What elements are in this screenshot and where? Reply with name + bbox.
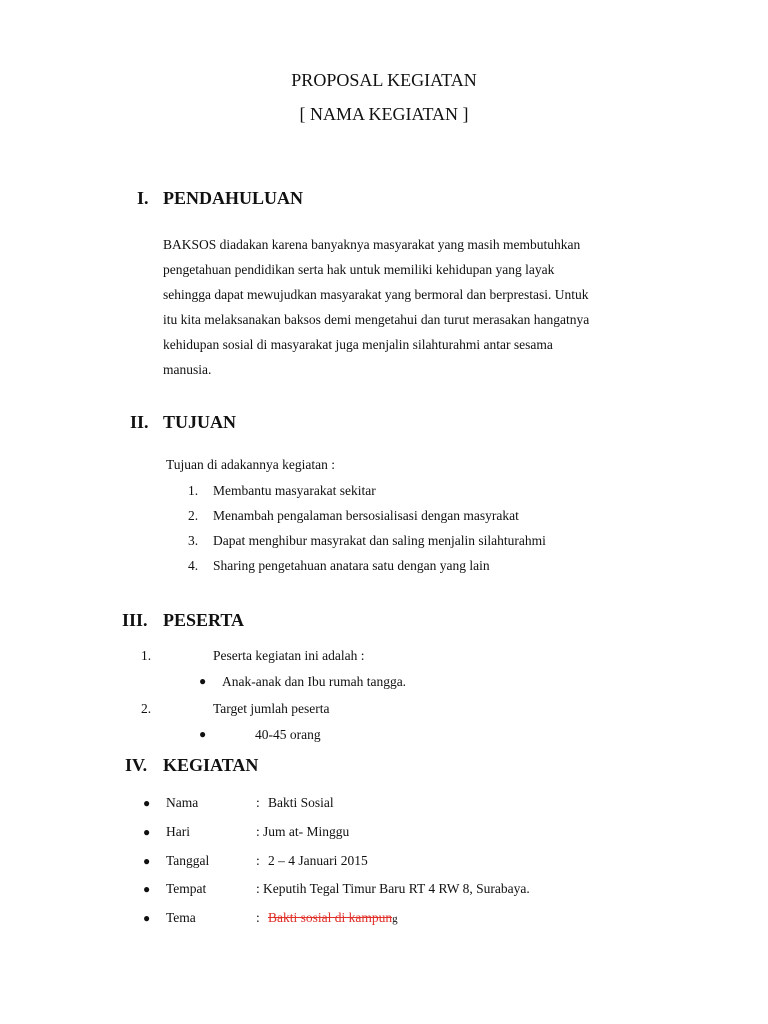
kegiatan-label: Nama xyxy=(166,795,199,810)
paragraph-line: pengetahuan pendidikan serta hak untuk memiliki kehidupan yang layak xyxy=(163,262,555,277)
tujuan-item-number: 2. xyxy=(188,508,199,523)
struck-text: Bakti sosial di kampun xyxy=(268,910,393,925)
kegiatan-value: Jum at- Minggu xyxy=(263,824,350,839)
tujuan-item: Dapat menghibur masyrakat dan saling menjalin silahturahmi xyxy=(213,533,546,548)
bullet-icon: ● xyxy=(143,796,151,810)
bullet-icon: ● xyxy=(199,674,207,688)
tujuan-item-number: 1. xyxy=(188,483,199,498)
paragraph-line: manusia. xyxy=(163,362,212,377)
paragraph-line: itu kita melaksanakan baksos demi mengetahui dan turut merasakan hangatnya xyxy=(163,312,590,327)
section-3-title: PESERTA xyxy=(163,610,245,630)
peserta-item: Target jumlah peserta xyxy=(213,701,330,716)
kegiatan-separator: : xyxy=(256,853,260,868)
section-4-title: KEGIATAN xyxy=(163,755,259,775)
bullet-icon: ● xyxy=(143,882,151,896)
kegiatan-separator: : xyxy=(256,824,260,839)
kegiatan-separator: : xyxy=(256,795,260,810)
section-3-number: III. xyxy=(122,610,148,630)
kegiatan-value: Keputih Tegal Timur Baru RT 4 RW 8, Surabaya. xyxy=(263,881,530,896)
bullet-icon: ● xyxy=(143,854,151,868)
tujuan-item-number: 3. xyxy=(188,533,199,548)
paragraph-line: BAKSOS diadakan karena banyaknya masyarakat yang masih membutuhkan xyxy=(163,237,581,252)
peserta-subitem: 40-45 orang xyxy=(255,727,321,742)
kegiatan-separator: : xyxy=(256,910,260,925)
kegiatan-value-tema xyxy=(268,910,398,926)
kegiatan-value: Bakti Sosial xyxy=(268,795,334,810)
tujuan-item: Sharing pengetahuan anatara satu dengan yang lain xyxy=(213,558,490,573)
kegiatan-label: Tanggal xyxy=(166,853,210,868)
peserta-item: Peserta kegiatan ini adalah : xyxy=(213,648,365,663)
tujuan-item: Menambah pengalaman bersosialisasi dengan masyrakat xyxy=(213,508,519,523)
section-1-number: I. xyxy=(137,188,149,208)
peserta-subitem: Anak-anak dan Ibu rumah tangga. xyxy=(222,674,407,689)
paragraph-line: kehidupan sosial di masyarakat juga menjalin silahturahmi antar sesama xyxy=(163,337,553,352)
tail-text: g xyxy=(392,913,398,925)
tujuan-item: Membantu masyarakat sekitar xyxy=(213,483,376,498)
paragraph-line: sehingga dapat mewujudkan masyarakat yang bermoral dan berprestasi. Untuk xyxy=(163,287,589,302)
kegiatan-label: Hari xyxy=(166,824,190,839)
peserta-item-number: 2. xyxy=(141,701,152,716)
section-1-paragraph xyxy=(163,232,653,382)
section-4-number: IV. xyxy=(125,755,148,775)
kegiatan-separator: : xyxy=(256,881,260,896)
tujuan-item-number: 4. xyxy=(188,558,199,573)
bullet-icon: ● xyxy=(143,911,151,925)
kegiatan-label: Tempat xyxy=(166,881,207,896)
document-subtitle: [ NAMA KEGIATAN ] xyxy=(299,104,469,124)
kegiatan-value: 2 – 4 Januari 2015 xyxy=(268,853,368,868)
peserta-item-number: 1. xyxy=(141,648,152,663)
section-2-number: II. xyxy=(130,412,149,432)
bullet-icon: ● xyxy=(143,825,151,839)
section-1-title: PENDAHULUAN xyxy=(163,188,304,208)
kegiatan-label: Tema xyxy=(166,910,196,925)
bullet-icon: ● xyxy=(199,727,207,741)
document-title: PROPOSAL KEGIATAN xyxy=(291,70,477,90)
tujuan-intro: Tujuan di adakannya kegiatan : xyxy=(166,457,335,472)
section-2-title: TUJUAN xyxy=(163,412,237,432)
